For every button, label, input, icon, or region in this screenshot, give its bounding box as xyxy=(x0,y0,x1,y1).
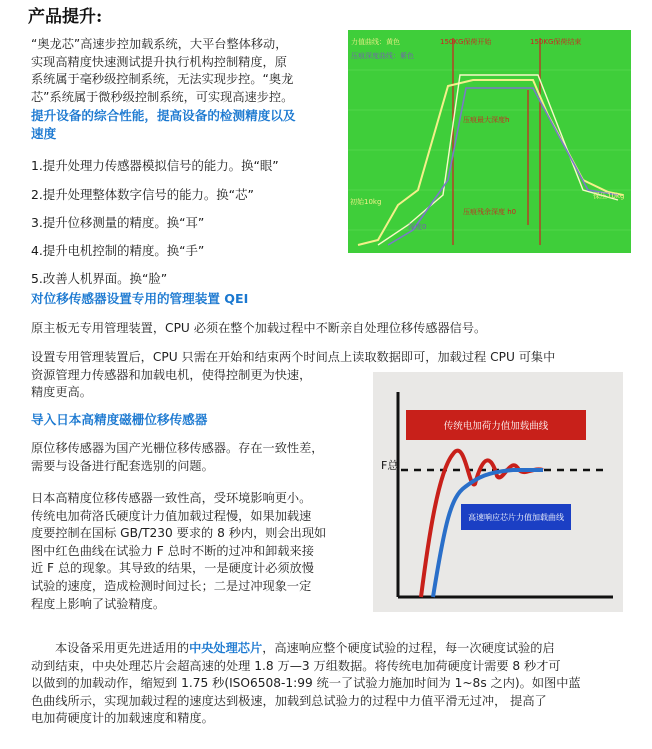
label-hold-end: 150KG保荷结束 xyxy=(530,38,582,46)
legend-force: 力值曲线：黄色 xyxy=(351,38,400,46)
label-initial: 初始10kg xyxy=(350,198,382,206)
label-max-depth: 压痕最大深度h xyxy=(463,116,510,124)
list-item: 2.提升处理整体数字信号的能力。换“芯” xyxy=(31,187,254,202)
label-residual: 压痕残余深度 h0 xyxy=(463,208,517,216)
paragraph-management-device: 设置专用管理装置后，CPU 只需在开始和结束两个时间点上读取数据即可，加载过程 CPU 可集中 资源管理力传感器和加载电机，使得控制更为快速， 精度更高。 xyxy=(31,350,556,400)
heading-sensor: 导入日本高精度磁栅位移传感器 xyxy=(31,412,208,427)
list-item: 3.提升位移测量的精度。换“耳” xyxy=(31,215,205,230)
screen-chart-svg xyxy=(348,30,631,253)
paragraph-cpu: 本设备采用更先进适用的中央处理芯片，高速响应整个硬度试验的过程，每一次硬度试验的启 动到结束，中央处理芯片会超高速的处理 1.8 万—3 万组数据。将传统电加荷硬度计需要 8 秒才可 以做到的加载动作，缩短到 1.75 秒(ISO6508-1:99 统一了试验力施加时间为 1~8s 之内)。如图中蓝 色曲线所示，实现加载过程的速度达到极速，加载到总试验力的过程中力值平滑无过冲， 提高了 电加荷硬度计的加载速度和精度。 xyxy=(31,641,581,726)
screen-chart-image xyxy=(348,30,631,253)
label-depth0: 深度0 xyxy=(408,223,427,231)
label-recover: 保压10kg xyxy=(593,192,625,200)
label-hold-start: 150KG保荷开始 xyxy=(440,38,492,46)
heading-performance: 提升设备的综合性能，提高设备的检测精度以及 速度 xyxy=(31,108,296,141)
loading-curve-svg xyxy=(373,372,623,612)
list-item: 4.提升电机控制的精度。换“手” xyxy=(31,243,205,258)
heading-qei: 对位移传感器设置专用的管理装置 QEI xyxy=(31,291,249,306)
paragraph-original-sensor: 原位移传感器为国产光栅位移传感器。存在一致性差， 需要与设备进行配套选别的问题。 xyxy=(31,441,324,473)
highlight-cpu: 中央处理芯片 xyxy=(189,641,263,655)
intro-paragraph: “奥龙芯”高速步控加载系统，大平台整体移动， 实现高精度快速测试提升执行机构控制精度，原 系统属于毫秒级控制系统，无法实现步控。“奥龙 芯”系统属于微秒级控制系统，可实现高速步控。 xyxy=(31,37,294,104)
page-title: 产品提升: xyxy=(28,7,103,27)
blue-curve-label: 高速响应芯片力值加载曲线 xyxy=(461,504,571,530)
legend-depth: 压痕深度曲线：紫色 xyxy=(351,52,414,60)
loading-curve-photo xyxy=(373,372,623,612)
paragraph-japan-sensor: 日本高精度位移传感器一致性高，受环境影响更小。 传统电加荷洛氏硬度计力值加载过程慢，如果加载速 度要控制在国标 GB/T230 要求的 8 秒内，则会出现如 图中红色曲线在试验力 F 总时不断的过冲和卸载来接 近 F 总的现象。其导致的结果，一是硬度计必须放慢 试验的速度，造成检测时间过长；二是过冲现象一定 程度上影响了试验精度。 xyxy=(31,491,327,611)
f-total-label: F总 xyxy=(381,459,399,472)
paragraph-original-board: 原主板无专用管理装置，CPU 必须在整个加载过程中不断亲自处理位移传感器信号。 xyxy=(31,321,487,335)
red-curve-label: 传统电加荷力值加载曲线 xyxy=(406,410,586,440)
list-item: 1.提升处理力传感器模拟信号的能力。换“眼” xyxy=(31,158,279,173)
list-item: 5.改善人机界面。换“脸” xyxy=(31,271,168,286)
